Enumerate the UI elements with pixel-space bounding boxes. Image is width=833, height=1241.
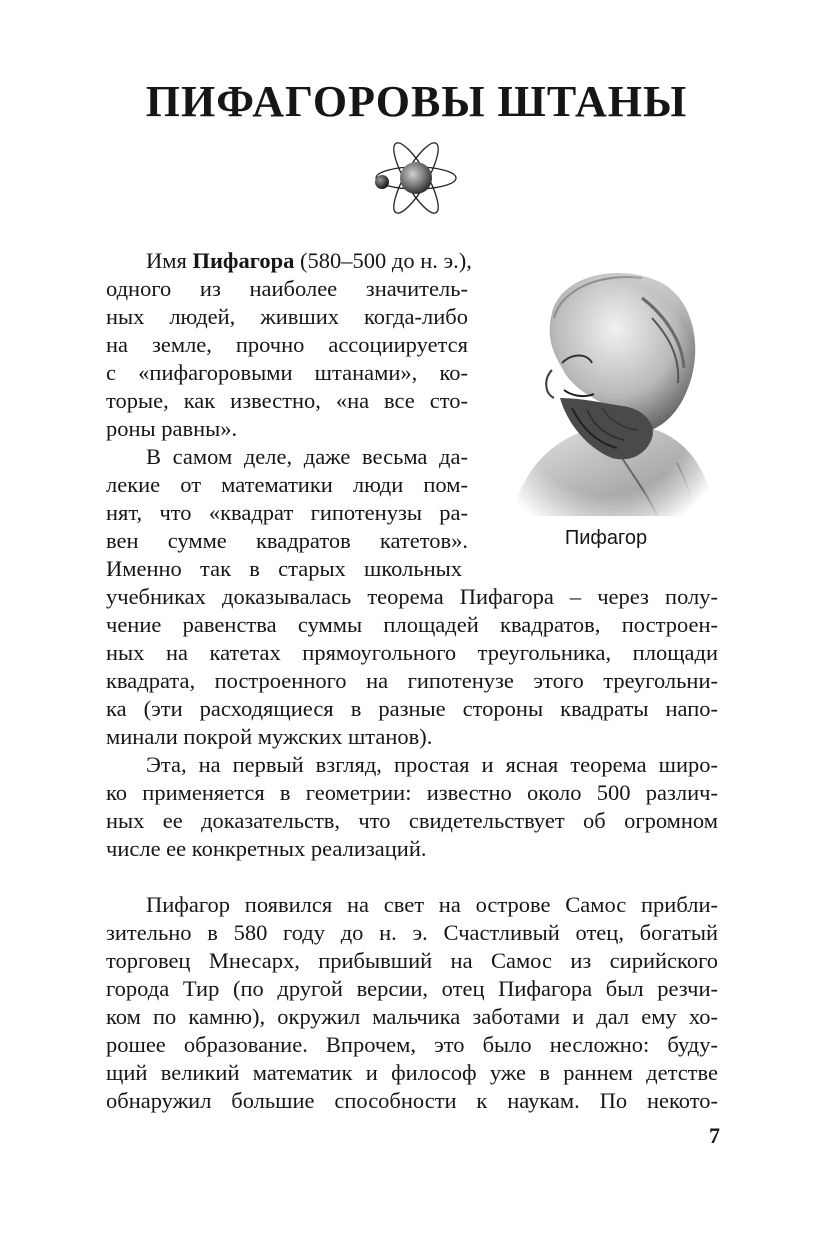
chapter-title: ПИФАГОРОВЫ ШТАНЫ	[145, 77, 688, 126]
text-line: рошее образование. Впрочем, это было несложно: буду-	[106, 1032, 718, 1057]
text-line: В самом деле, даже весьма да-	[146, 444, 468, 469]
text-line: нят, что «квадрат гипотенузы ра-	[106, 500, 468, 525]
text-line: Пифагор появился на свет на острове Самос прибли-	[146, 892, 718, 917]
page-number: 7	[709, 1123, 720, 1148]
text-line: торговец Мнесарх, прибывший на Самос из сирийского	[106, 948, 718, 973]
text-line: Имя Пифагора (580–500 до н. э.),	[146, 248, 472, 273]
text-line: ком по камню), окружил мальчика заботами и дал ему хо-	[106, 1004, 718, 1029]
text-line: на земле, прочно ассоциируется	[106, 332, 468, 357]
bold-name: Пифагора	[192, 248, 295, 273]
text-line: ных людей, живших когда-либо	[106, 304, 468, 329]
text-line: ка (эти расходящиеся в разные стороны квадраты напо-	[106, 696, 718, 721]
atom-icon	[368, 140, 460, 216]
text-line: ных на катетах прямоугольного треугольника, площади	[106, 640, 718, 665]
text-line: Эта, на первый взгляд, простая и ясная теорема широ-	[146, 752, 718, 777]
text-line: Именно так в старых школьных	[106, 556, 462, 581]
text-line: лекие от математики люди пом-	[106, 472, 468, 497]
text-line: ных ее доказательств, что свидетельствует об огромном	[106, 808, 718, 833]
text-line: ко применяется в геометрии: известно около 500 различ-	[106, 780, 718, 805]
text-line: щий великий математик и философ уже в раннем детстве	[106, 1060, 718, 1085]
text-line: с «пифагоровыми штанами», ко-	[106, 360, 468, 385]
text-line: чение равенства суммы площадей квадратов, построен-	[106, 612, 718, 637]
text-line: вен сумме квадратов катетов».	[106, 528, 468, 553]
text-line: города Тир (по другой версии, отец Пифагора был резчи-	[106, 976, 718, 1001]
pythagoras-portrait	[492, 258, 720, 516]
text-line: минали покрой мужских штанов).	[106, 724, 433, 749]
text-line: обнаружил большие способности к наукам. По некото-	[106, 1088, 718, 1113]
text-line: торые, как известно, «на все сто-	[106, 388, 468, 413]
portrait-figure	[492, 258, 720, 558]
text-line: числе ее конкретных реализаций.	[106, 836, 427, 861]
text-line: учебниках доказывалась теорема Пифагора – через полу-	[106, 584, 718, 609]
text-line: квадрата, построенного на гипотенузе этого треугольни-	[106, 668, 718, 693]
text-line: одного из наиболее значитель-	[106, 276, 468, 301]
text-line: зительно в 580 году до н. э. Счастливый отец, богатый	[106, 920, 718, 945]
portrait-caption: Пифагор	[564, 527, 648, 549]
text-line: роны равны».	[106, 416, 238, 441]
